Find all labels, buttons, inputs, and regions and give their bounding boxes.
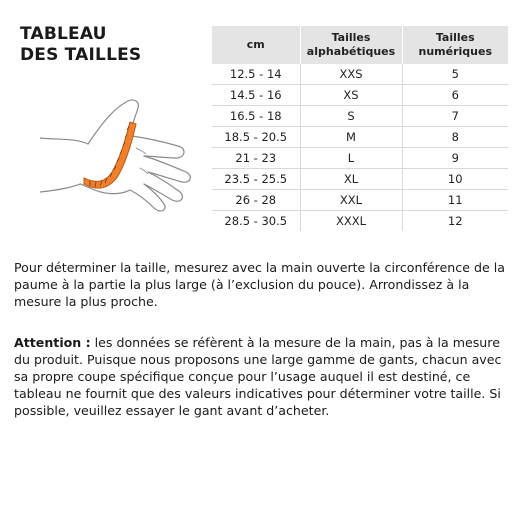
measuring-tape xyxy=(84,122,136,188)
page-title xyxy=(20,24,141,66)
cell-num: 8 xyxy=(402,127,508,148)
hand-measuring-tape-icon xyxy=(40,80,220,230)
title-line-2: DES TAILLES xyxy=(20,45,142,65)
header-alphabetic-sizes: Tailles alphabétiques xyxy=(300,26,402,64)
cell-num: 9 xyxy=(402,148,508,169)
cell-num: 10 xyxy=(402,169,508,190)
title-line-1: TABLEAU xyxy=(20,24,107,44)
attention-note xyxy=(14,334,510,419)
header-cm: cm xyxy=(212,26,300,64)
cell-cm: 12.5 - 14 xyxy=(212,64,300,85)
table-row xyxy=(212,127,508,148)
cell-alpha: XXXL xyxy=(300,211,402,232)
cell-alpha: L xyxy=(300,148,402,169)
size-table-header xyxy=(212,26,508,64)
table-row xyxy=(212,106,508,127)
cell-cm: 26 - 28 xyxy=(212,190,300,211)
cell-num: 7 xyxy=(402,106,508,127)
cell-cm: 21 - 23 xyxy=(212,148,300,169)
cell-alpha: XXS xyxy=(300,64,402,85)
table-row xyxy=(212,148,508,169)
measuring-instructions: Pour déterminer la taille, mesurez avec la main ouverte la circonférence de la paume à la partie la plus large (à l’exclusion du pouce). Arrondissez à la mesure la plus proche. xyxy=(14,260,505,309)
cell-cm: 23.5 - 25.5 xyxy=(212,169,300,190)
cell-alpha: XL xyxy=(300,169,402,190)
cell-alpha: M xyxy=(300,127,402,148)
cell-cm: 14.5 - 16 xyxy=(212,85,300,106)
cell-cm: 28.5 - 30.5 xyxy=(212,211,300,232)
cell-num: 5 xyxy=(402,64,508,85)
cell-alpha: XS xyxy=(300,85,402,106)
cell-alpha: XXL xyxy=(300,190,402,211)
cell-cm: 18.5 - 20.5 xyxy=(212,127,300,148)
header-numeric-sizes: Tailles numériques xyxy=(402,26,508,64)
attention-text: les données se réfèrent à la mesure de la main, pas à la mesure du produit. Puisque nous proposons une large gamme de gants, chacun avec sa propre coupe spécifique conçue pour l’usage auquel il est destiné, ce tableau ne fournit que des valeurs indicatives pour déterminer votre taille. Si possible, veuillez essayer le gant avant d’acheter. xyxy=(14,335,502,418)
cell-num: 12 xyxy=(447,214,463,228)
attention-label: Attention : xyxy=(14,335,91,350)
table-row xyxy=(212,169,508,190)
table-row xyxy=(212,85,508,106)
cell-num: 11 xyxy=(402,190,508,211)
cell-num: 6 xyxy=(402,85,508,106)
size-table xyxy=(212,26,508,231)
cell-cm: 16.5 - 18 xyxy=(212,106,300,127)
table-row xyxy=(212,190,508,211)
table-row xyxy=(212,211,508,232)
cell-alpha: S xyxy=(300,106,402,127)
table-row xyxy=(212,64,508,85)
